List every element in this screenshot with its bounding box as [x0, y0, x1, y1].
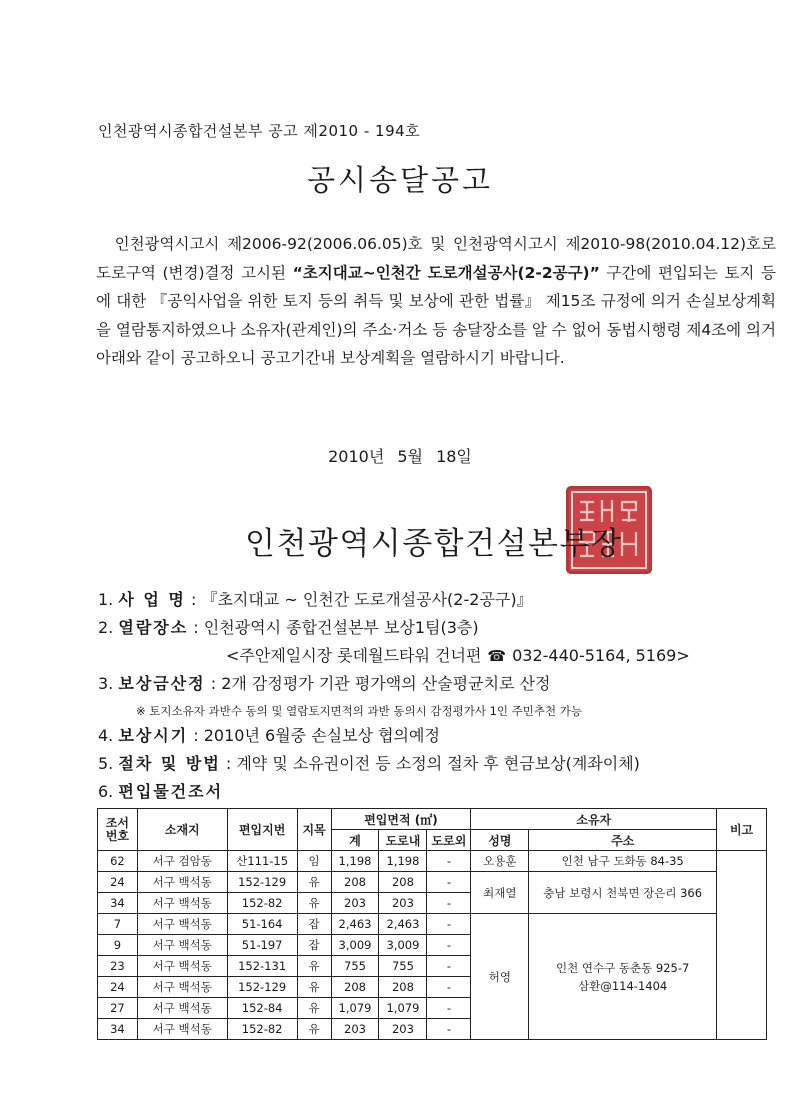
cell-area-total: 2,463 [331, 914, 379, 935]
header-remarks: 비고 [717, 809, 767, 851]
item-label: 열람장소 [118, 618, 189, 637]
header-owner: 소유자 [471, 809, 717, 830]
cell-parcel: 51-164 [227, 914, 297, 935]
item-number: 6. [98, 782, 114, 801]
table-row [98, 872, 767, 893]
cell-owner-address [529, 914, 717, 1040]
header-no: 조서번호 [98, 809, 138, 851]
header-area-in-road: 도로내 [379, 830, 427, 851]
notice-date: 2010년 5월 18일 [328, 447, 472, 466]
item-text: 2010년 6월중 손실보상 협의예정 [203, 726, 440, 745]
table-row [98, 851, 767, 872]
item-separator: : [188, 726, 204, 745]
item-note: ※ 토지소유자 과반수 동의 및 열람토지면적의 과반 동의시 감정평가사 1인 주민추천 가능 [136, 704, 582, 718]
cell-owner-address: 인천 남구 도화동 84-35 [529, 851, 717, 872]
cell-location: 서구 백석동 [137, 998, 227, 1019]
cell-category: 유 [297, 872, 331, 893]
item-number: 5. [98, 754, 114, 773]
item-label: 편입물건조서 [118, 782, 224, 801]
cell-area-out-road: - [427, 893, 471, 914]
cell-area-in-road: 2,463 [379, 914, 427, 935]
item-separator: : [188, 618, 204, 637]
cell-no: 34 [98, 1019, 138, 1040]
item-number: 2. [98, 618, 114, 637]
item-property-list [98, 780, 778, 808]
cell-category: 유 [297, 893, 331, 914]
cell-area-total: 1,079 [331, 998, 379, 1019]
item-compensation-calc [98, 672, 778, 700]
header-area-total: 계 [331, 830, 379, 851]
cell-area-in-road: 203 [379, 1019, 427, 1040]
property-table [97, 808, 767, 1040]
cell-area-in-road: 3,009 [379, 935, 427, 956]
cell-location: 서구 백석동 [137, 914, 227, 935]
cell-category: 잡 [297, 914, 331, 935]
cell-category: 유 [297, 1019, 331, 1040]
cell-area-out-road: - [427, 956, 471, 977]
cell-area-in-road: 203 [379, 893, 427, 914]
item-compensation-time [98, 724, 778, 752]
cell-area-total: 208 [331, 977, 379, 998]
item-number: 4. [98, 726, 114, 745]
cell-no: 24 [98, 872, 138, 893]
cell-no: 7 [98, 914, 138, 935]
cell-area-out-road: - [427, 914, 471, 935]
cell-category: 유 [297, 977, 331, 998]
item-text: 인천광역시 종합건설본부 보상1팀(3층) [203, 618, 479, 637]
item-text: 2개 감정평가 기관 평가액의 산술평균치로 산정 [221, 674, 551, 693]
item-text: 『초지대교 ~ 인천간 도로개설공사(2-2공구)』 [201, 590, 533, 609]
cell-owner-address: 충남 보령시 천북면 장은리 366 [529, 872, 717, 914]
cell-owner-name: 최재열 [471, 872, 529, 914]
cell-parcel: 152-129 [227, 872, 297, 893]
cell-area-total: 1,198 [331, 851, 379, 872]
cell-area-total: 755 [331, 956, 379, 977]
cell-location: 서구 백석동 [137, 1019, 227, 1040]
cell-location: 서구 백석동 [137, 872, 227, 893]
notice-items [98, 588, 778, 808]
cell-category: 임 [297, 851, 331, 872]
cell-no: 9 [98, 935, 138, 956]
owner-address-line: 인천 연수구 동춘동 925-7 [556, 960, 690, 975]
body-text-a: 인천광역시고시 제2006-92(2006.06.05)호 및 인천광역시고시 제2010-98(2010.04.12)호로 도로구역 (변경)결정 고시된 [96, 235, 776, 282]
item-separator: : [185, 590, 202, 609]
project-name: “초지대교~인천간 도로개설공사(2-2공구)” [292, 263, 600, 282]
cell-category: 잡 [297, 935, 331, 956]
cell-area-out-road: - [427, 872, 471, 893]
cell-category: 유 [297, 956, 331, 977]
phone-number: 032-440-5164, 5169> [512, 646, 690, 665]
header-area-out-road: 도로외 [427, 830, 471, 851]
cell-location: 서구 백석동 [137, 893, 227, 914]
header-owner-name: 성명 [471, 830, 529, 851]
cell-no: 27 [98, 998, 138, 1019]
cell-area-out-road: - [427, 1019, 471, 1040]
header-parcel: 편입지번 [227, 809, 297, 851]
cell-area-out-road: - [427, 851, 471, 872]
header-category: 지목 [297, 809, 331, 851]
cell-no: 23 [98, 956, 138, 977]
cell-location: 서구 백석동 [137, 977, 227, 998]
item-label: 보상시기 [118, 726, 189, 745]
item-separator: : [205, 674, 222, 693]
cell-area-total: 3,009 [331, 935, 379, 956]
item-number: 3. [98, 674, 114, 693]
item-separator: : [220, 754, 237, 773]
cell-parcel: 152-131 [227, 956, 297, 977]
cell-owner-name: 허영 [471, 914, 529, 1040]
item-viewing-place [98, 616, 778, 644]
cell-location: 서구 백석동 [137, 935, 227, 956]
header-area: 편입면적 (㎡) [331, 809, 471, 830]
cell-area-in-road: 755 [379, 956, 427, 977]
cell-no: 34 [98, 893, 138, 914]
table-row [98, 914, 767, 935]
cell-area-out-road: - [427, 935, 471, 956]
cell-area-in-road: 1,198 [379, 851, 427, 872]
issuer-name: 인천광역시종합건설본부장 [245, 526, 623, 562]
item-number: 1. [98, 590, 114, 609]
cell-parcel: 152-82 [227, 1019, 297, 1040]
cell-area-total: 208 [331, 872, 379, 893]
notice-title: 공시송달공고 [306, 163, 494, 197]
notice-body [96, 230, 776, 373]
body-text-b: 구간에 편입되는 토지 등에 대한 『공익사업을 위한 토지 등의 취득 및 보상에 관한 법률』 제15조 규정에 의거 손실보상계획을 열람통지하였으나 소유자(관계인)의 주소·거소 등 송달장소를 알 수 없어 동법시행령 제4조에 의거 아래와 같이 공고하오니 공고기간내 보상계획을 열람하시기 바랍니다. [96, 263, 777, 367]
cell-parcel: 152-129 [227, 977, 297, 998]
cell-parcel: 152-84 [227, 998, 297, 1019]
cell-remarks [717, 851, 767, 1040]
cell-area-out-road: - [427, 977, 471, 998]
notice-paragraph [96, 230, 776, 373]
item-label: 보상금산정 [118, 674, 206, 693]
header-owner-address: 주소 [529, 830, 717, 851]
cell-location: 서구 백석동 [137, 956, 227, 977]
location-detail: <주안제일시장 롯데월드타워 건너편 [226, 646, 482, 665]
phone-icon: ☎ [487, 647, 507, 665]
item-project [98, 588, 778, 616]
item-procedure [98, 752, 778, 780]
cell-parcel: 152-82 [227, 893, 297, 914]
cell-area-total: 203 [331, 1019, 379, 1040]
cell-area-total: 203 [331, 893, 379, 914]
cell-area-in-road: 208 [379, 872, 427, 893]
item-label: 절차 및 방법 [118, 754, 221, 773]
owner-address-line: 삼환@114-1404 [578, 978, 668, 993]
header-location: 소재지 [137, 809, 227, 851]
cell-category: 유 [297, 998, 331, 1019]
item-text: 계약 및 소유권이전 등 소정의 절차 후 현금보상(계좌이체) [236, 754, 640, 773]
cell-parcel: 51-197 [227, 935, 297, 956]
item-viewing-place-detail [98, 644, 778, 672]
notice-reference: 인천광역시종합건설본부 공고 제2010 - 194호 [98, 122, 421, 140]
cell-no: 24 [98, 977, 138, 998]
item-label: 사 업 명 [118, 590, 186, 609]
cell-area-out-road: - [427, 998, 471, 1019]
cell-no: 62 [98, 851, 138, 872]
cell-area-in-road: 1,079 [379, 998, 427, 1019]
cell-location: 서구 검암동 [137, 851, 227, 872]
cell-parcel: 산111-15 [227, 851, 297, 872]
cell-area-in-road: 208 [379, 977, 427, 998]
cell-owner-name: 오용훈 [471, 851, 529, 872]
